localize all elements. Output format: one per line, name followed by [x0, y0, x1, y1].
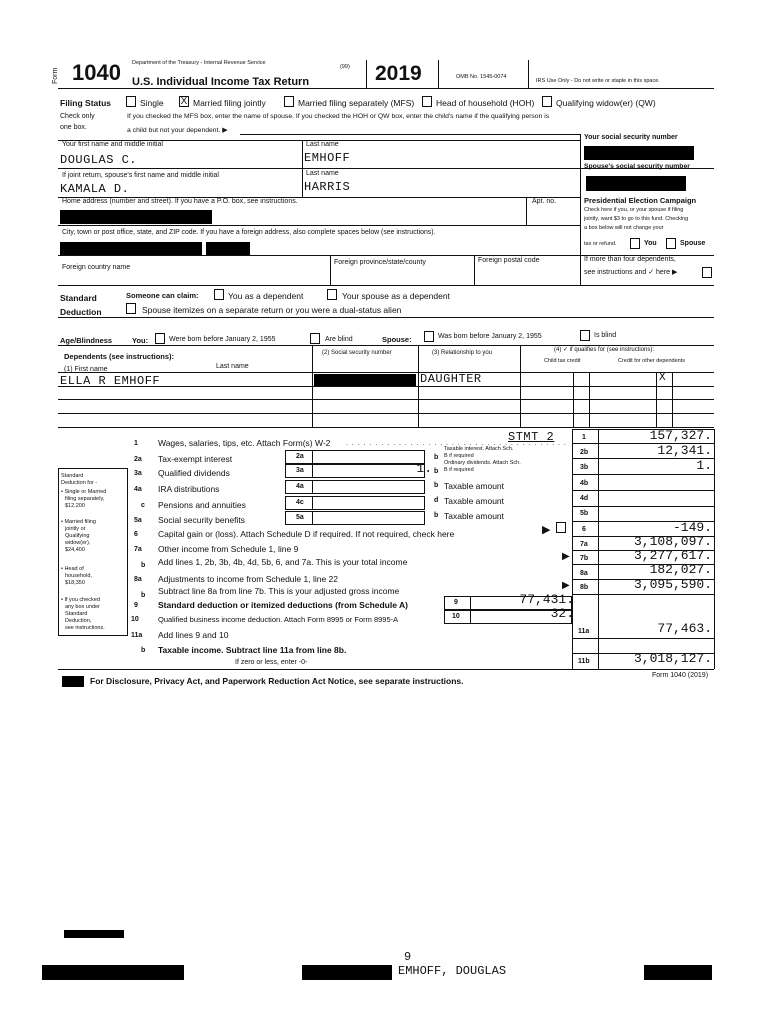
spouse-last-name-value[interactable]: HARRIS	[304, 180, 351, 194]
spouse-blind-checkbox[interactable]	[580, 330, 590, 341]
standard-deduction-label-1: Standard	[60, 293, 97, 303]
line-4b-text: Taxable amount	[444, 481, 505, 491]
footer-redacted-left	[62, 676, 84, 687]
spouse-born-checkbox[interactable]	[424, 331, 434, 342]
line-4c-text: Pensions and annuities	[158, 500, 246, 510]
foreign-province-label: Foreign province/state/county	[334, 259, 426, 266]
spouse-blind-label: Is blind	[594, 332, 617, 339]
line-4a-number: 4a	[134, 486, 142, 493]
line-5b-text: Taxable amount	[444, 511, 505, 521]
you-dependent-checkbox[interactable]	[214, 289, 224, 300]
line-7b-amount[interactable]: 3,277,617.	[633, 548, 712, 563]
bottom-redacted-center	[302, 965, 392, 980]
sidebar-line-16: Standard	[65, 611, 88, 617]
age-blindness-label: Age/Blindness	[60, 336, 113, 345]
line-9-box-label: 9	[454, 599, 458, 606]
campaign-spouse-checkbox[interactable]	[666, 238, 676, 249]
line-8a-number: 8a	[134, 576, 142, 583]
ssn-label: Your social security number	[584, 134, 678, 141]
irs-use-only: IRS Use Only - Do not write or staple in this space.	[536, 78, 660, 84]
spouse-first-name-label: If joint return, spouse's first name and middle initial	[62, 172, 219, 179]
married-jointly-checkbox[interactable]: X	[180, 96, 188, 107]
line-2a-text: Tax-exempt interest	[158, 454, 233, 464]
sidebar-line-6: • Married filing	[61, 519, 96, 525]
line-8a-box: 8a	[580, 570, 588, 577]
sidebar-line-1: Standard	[61, 473, 84, 479]
sidebar-line-3: • Single or Married	[61, 489, 107, 495]
line-7a-amount[interactable]: 3,108,097.	[633, 534, 712, 549]
mfs-checkbox[interactable]	[284, 96, 294, 107]
dependents-relationship-header: (3) Relationship to you	[432, 350, 493, 356]
line-5b-box: 5b	[580, 510, 589, 517]
line-10-number: 10	[131, 616, 139, 623]
spouse-ssn-label: Spouse's social security number	[584, 163, 690, 170]
line-8a-text: Adjustments to income from Schedule 1, line 22	[158, 574, 339, 584]
line-2b-text-1: Taxable interest. Attach Sch.	[444, 446, 514, 452]
check-only-label: Check only	[60, 113, 95, 120]
campaign-you-label: You	[644, 240, 657, 247]
line-11a-text: Add lines 9 and 10	[158, 630, 229, 640]
hoh-checkbox[interactable]	[422, 96, 432, 107]
more-dependents-checkbox[interactable]	[702, 267, 712, 278]
you-blind-checkbox[interactable]	[310, 333, 320, 344]
line-4c-box	[285, 496, 425, 510]
line-4c-box-label: 4c	[296, 499, 304, 506]
line-11b-number: b	[141, 647, 146, 654]
mfs-label: Married filing separately (MFS)	[298, 98, 415, 108]
foreign-country-label: Foreign country name	[62, 264, 131, 271]
you-dependent-label: You as a dependent	[228, 291, 304, 301]
sidebar-line-9: widow(er),	[65, 540, 91, 546]
form-reference: Form 1040 (2019)	[652, 672, 709, 679]
dependents-child-credit-header: Child tax credit	[544, 358, 581, 364]
campaign-spouse-label: Spouse	[680, 240, 706, 247]
form-number: 1040	[72, 60, 121, 85]
bottom-redacted-left	[42, 965, 184, 980]
sidebar-line-8: Qualifying	[65, 533, 90, 539]
line-2b-amount[interactable]: 12,341.	[657, 443, 712, 458]
campaign-text-2: jointly, want $3 to go to this fund. Checking	[584, 216, 689, 222]
form-title: U.S. Individual Income Tax Return	[132, 76, 310, 88]
line-4d-text: Taxable amount	[444, 496, 505, 506]
line-9-amount[interactable]: 77,431.	[519, 592, 574, 607]
line-5a-box-label: 5a	[296, 514, 304, 521]
line-11a-number: 11a	[131, 632, 143, 639]
single-label: Single	[140, 98, 164, 108]
line-1-text: Wages, salaries, tips, etc. Attach Form(s) W-2	[158, 438, 331, 448]
line-2a-number: 2a	[134, 456, 142, 463]
city-redacted-2	[206, 242, 250, 256]
sidebar-line-4: filing separately,	[65, 496, 105, 502]
form-word: Form	[52, 67, 59, 84]
spouse-itemizes-label: Spouse itemizes on a separate return or you were a dual-status alien	[142, 305, 402, 315]
age-spouse-label: Spouse:	[382, 335, 412, 344]
line-8b-number: b	[141, 592, 146, 599]
line-5b-b: b	[434, 512, 439, 519]
sidebar-line-7: jointly or	[65, 526, 86, 532]
line-8b-amount[interactable]: 3,095,590.	[633, 577, 712, 592]
line-4b-b: b	[434, 482, 439, 489]
line-9-text: Standard deduction or itemized deductions (from Schedule A)	[158, 600, 408, 610]
sidebar-line-13: $18,350	[65, 580, 85, 586]
line-4a-text: IRA distributions	[158, 484, 220, 494]
line-10-box-label: 10	[452, 613, 460, 620]
line-7b-number: b	[141, 562, 146, 569]
line-3b-b: b	[434, 468, 439, 475]
someone-can-claim-label: Someone can claim:	[126, 291, 199, 300]
campaign-text-1: Check here if you, or your spouse if filing	[584, 207, 684, 213]
you-born-checkbox[interactable]	[155, 333, 165, 344]
first-name-label: Your first name and middle initial	[62, 141, 163, 148]
spouse-last-name-label: Last name	[306, 170, 339, 177]
line-4b-box: 4b	[580, 480, 589, 487]
bottom-redacted-small	[64, 930, 124, 938]
line-6-amount[interactable]: -149.	[672, 520, 712, 535]
line-4a-box-label: 4a	[296, 483, 304, 490]
line-2b-text-2: B if required	[444, 453, 474, 459]
hoh-label: Head of household (HOH)	[436, 98, 535, 108]
campaign-you-checkbox[interactable]	[630, 238, 640, 249]
line-4c-number: c	[141, 502, 145, 509]
line-3a-amount[interactable]: 1.	[416, 461, 432, 476]
foreign-postal-label: Foreign postal code	[478, 257, 540, 264]
department-text: Department of the Treasury - Internal Revenue Service	[132, 60, 266, 66]
last-name-value[interactable]: EMHOFF	[304, 151, 351, 165]
dependents-last-name-header: Last name	[216, 363, 249, 370]
line-4d-box: 4d	[580, 495, 589, 502]
line-10-amount[interactable]: 32.	[550, 606, 574, 621]
sidebar-line-14: • If you checked	[61, 597, 100, 603]
line-11b-text-1: Taxable income. Subtract line 11a from line 8b.	[158, 645, 347, 655]
line-2b-box: 2b	[580, 449, 589, 456]
line-8b-box: 8b	[580, 584, 589, 591]
line-9-number: 9	[134, 602, 138, 609]
address-redacted	[60, 210, 212, 224]
sidebar-line-18: see instructions.	[65, 625, 105, 631]
line-11a-box: 11a	[578, 628, 590, 635]
line-1-box: 1	[582, 434, 586, 441]
last-name-label: Last name	[306, 141, 339, 148]
line-5a-text: Social security benefits	[158, 515, 245, 525]
line-6-number: 6	[134, 531, 138, 538]
footer-name: EMHOFF, DOUGLAS	[398, 964, 507, 978]
line-2a-box-label: 2a	[296, 453, 304, 460]
line-8a-amount[interactable]: 182,027.	[649, 562, 712, 577]
line-4a-box	[285, 480, 425, 494]
line-3b-text-1: Ordinary dividends. Attach Sch.	[444, 460, 521, 466]
dependents-other-credit-header: Credit for other dependents	[618, 358, 685, 364]
line-3a-text: Qualified dividends	[158, 468, 230, 478]
first-name-value[interactable]: DOUGLAS C.	[60, 153, 138, 167]
line-1-stmt: STMT 2	[508, 430, 555, 444]
line-5a-box	[285, 511, 425, 525]
dependents-ssn-header: (2) Social security number	[322, 350, 392, 356]
one-box-label: one box.	[60, 124, 87, 131]
dependent-1-other-credit-mark[interactable]: X	[659, 372, 666, 384]
disclosure-notice: For Disclosure, Privacy Act, and Paperwork Reduction Act Notice, see separate instructions.	[90, 676, 464, 686]
sidebar-line-2: Deduction for -	[61, 480, 98, 486]
line-5a-number: 5a	[134, 517, 142, 524]
line-6-checkbox[interactable]	[556, 522, 566, 533]
dependents-label: Dependents (see instructions):	[64, 352, 175, 361]
dependent-1-name[interactable]: ELLA R EMHOFF	[60, 374, 161, 388]
line-4d-d: d	[434, 497, 439, 504]
line-3b-amount[interactable]: 1.	[696, 458, 712, 473]
sidebar-line-17: Deduction,	[65, 618, 92, 624]
line-3b-text-2: B if required	[444, 467, 474, 473]
sidebar-line-12: household,	[65, 573, 92, 579]
age-you-label: You:	[132, 336, 149, 345]
page-number: 9	[404, 950, 412, 964]
more-dependents-text-2: see instructions and ✓ here ▶	[584, 269, 678, 276]
spouse-dependent-label: Your spouse as a dependent	[342, 291, 450, 301]
campaign-text-4: tax or refund.	[584, 241, 617, 247]
ssn-redacted	[584, 146, 694, 160]
qw-checkbox[interactable]	[542, 96, 552, 107]
sidebar-line-11: • Head of	[61, 566, 84, 572]
apt-label: Apt. no.	[532, 198, 557, 205]
line-7a-number: 7a	[134, 546, 142, 553]
line-11b-text-2: If zero or less, enter -0-	[235, 659, 308, 666]
line-6-box: 6	[582, 526, 586, 533]
married-jointly-label: Married filing jointly	[193, 98, 266, 108]
single-checkbox[interactable]	[126, 96, 136, 107]
dependent-1-relationship[interactable]: DAUGHTER	[420, 372, 482, 386]
line-7b-text: Add lines 1, 2b, 3b, 4b, 4d, 5b, 6, and 7a. This is your total income	[158, 557, 408, 567]
line-3a-number: 3a	[134, 470, 142, 477]
spouse-itemizes-checkbox[interactable]	[126, 303, 136, 314]
you-blind-label: Are blind	[325, 336, 353, 343]
campaign-text-3: a box below will not change your	[584, 225, 664, 231]
address-label: Home address (number and street). If you have a P.O. box, see instructions.	[62, 198, 298, 205]
line-1-number: 1	[134, 440, 138, 447]
omb-number: OMB No. 1545-0074	[456, 74, 507, 80]
tax-year: 2019	[375, 62, 422, 85]
line-7a-box: 7a	[580, 541, 588, 548]
line-11a-amount[interactable]: 77,463.	[657, 621, 712, 636]
spouse-first-name-value[interactable]: KAMALA D.	[60, 182, 130, 196]
spouse-dependent-checkbox[interactable]	[327, 289, 337, 300]
line-11b-amount[interactable]: 3,018,127.	[633, 651, 712, 666]
filing-status-instruction-2: a child but not your dependent. ▶	[127, 127, 228, 134]
city-redacted-1	[60, 242, 202, 256]
spouse-born-label: Was born before January 2, 1955	[438, 333, 542, 340]
line-8b-text: Subtract line 8a from line 7b. This is your adjusted gross income	[158, 586, 400, 596]
line-2b-b: b	[434, 454, 439, 461]
filing-status-instruction: If you checked the MFS box, enter the name of spouse. If you checked the HOH or QW box, enter the child's name if the qualifying person is	[127, 113, 550, 120]
line-7b-box: 7b	[580, 555, 589, 562]
spouse-ssn-redacted	[586, 176, 686, 191]
city-label: City, town or post office, state, and ZIP code. If you have a foreign address, also complete spaces below (see instructions).	[62, 229, 436, 236]
bottom-redacted-right	[644, 965, 712, 980]
you-born-label: Were born before January 2, 1955	[169, 336, 276, 343]
filing-status-label: Filing Status	[60, 98, 111, 108]
line-10-text: Qualified business income deduction. Attach Form 8995 or Form 8995-A	[158, 615, 399, 624]
sidebar-line-5: $12,200	[65, 503, 85, 509]
line-6-text: Capital gain or (loss). Attach Schedule D if required. If not required, check here	[158, 529, 455, 539]
campaign-title: Presidential Election Campaign	[584, 196, 697, 205]
line-3b-box: 3b	[580, 464, 589, 471]
line-3a-box-label: 3a	[296, 467, 304, 474]
sidebar-line-10: $24,400	[65, 547, 85, 553]
qw-label: Qualifying widow(er) (QW)	[556, 98, 656, 108]
dependents-first-name-header: (1) First name	[64, 366, 108, 373]
line-1-amount[interactable]: 157,327.	[649, 428, 712, 443]
more-dependents-text-1: If more than four dependents,	[584, 256, 676, 263]
form-code: (99)	[340, 64, 350, 70]
sidebar-line-15: any box under	[65, 604, 100, 610]
standard-deduction-label-2: Deduction	[60, 307, 102, 317]
line-11b-box: 11b	[578, 658, 590, 665]
line-7a-text: Other income from Schedule 1, line 9	[158, 544, 299, 554]
dependents-qualifies-header: (4) ✓ if qualifies for (see instructions):	[554, 347, 655, 353]
